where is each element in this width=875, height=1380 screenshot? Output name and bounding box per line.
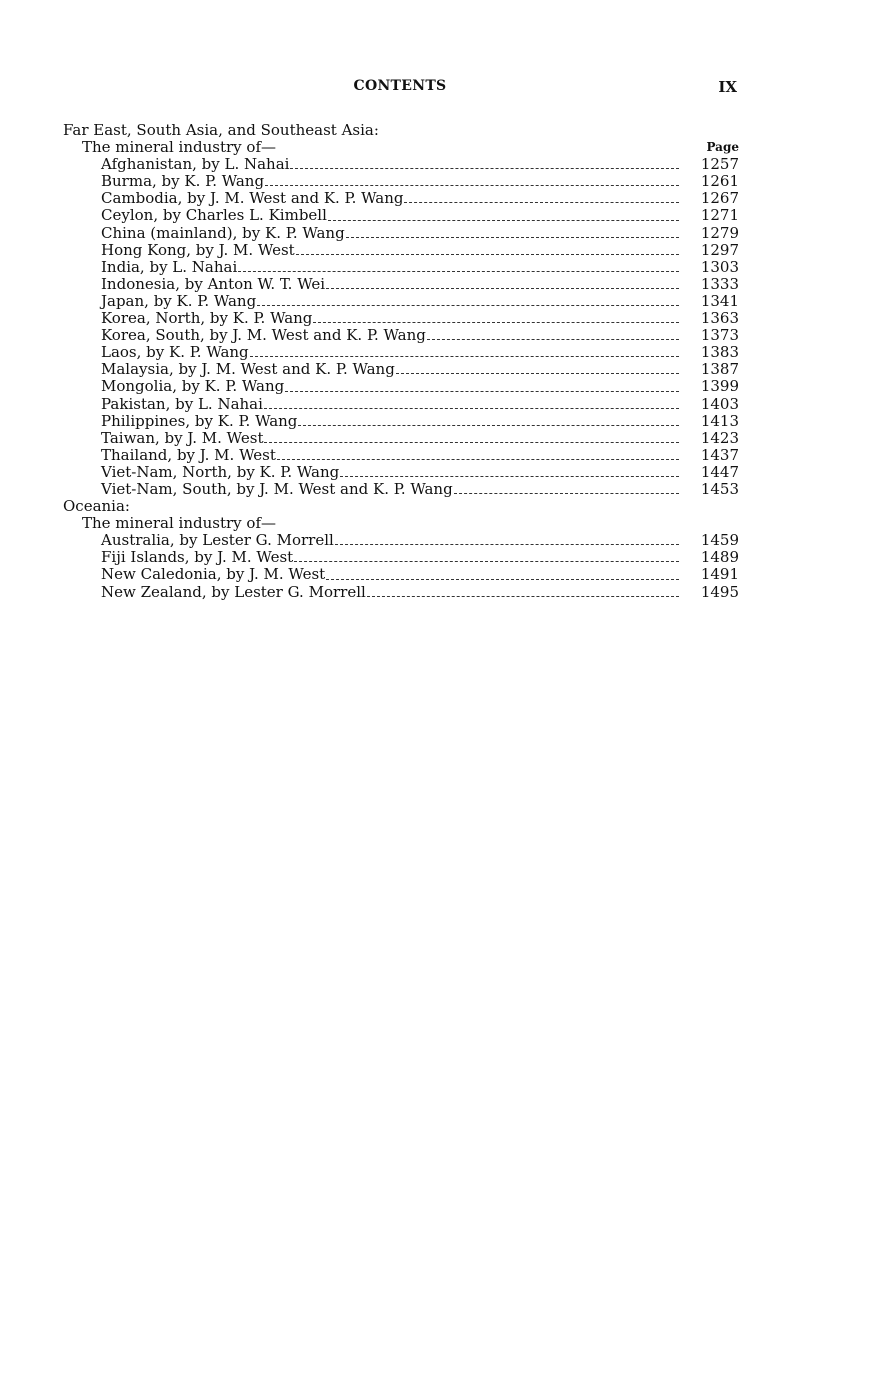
page-number: IX bbox=[718, 78, 737, 96]
toc-entry-title: Afghanistan, by L. Nahai bbox=[101, 155, 290, 174]
dot-leader bbox=[346, 227, 679, 238]
toc-entry-page: 1459 bbox=[700, 531, 739, 550]
toc-entry-title: Australia, by Lester G. Morrell bbox=[101, 531, 334, 550]
toc-entry-page: 1373 bbox=[700, 326, 739, 345]
toc-entry[interactable] bbox=[63, 327, 739, 344]
toc-entry-title: India, by L. Nahai bbox=[101, 257, 238, 276]
toc-entry-page: 1341 bbox=[700, 291, 739, 310]
dot-leader bbox=[257, 295, 679, 306]
toc-entry[interactable] bbox=[63, 225, 739, 242]
toc-entry-title: Ceylon, by Charles L. Kimbell bbox=[101, 206, 327, 225]
table-of-contents bbox=[63, 122, 739, 601]
toc-entry[interactable] bbox=[63, 242, 739, 259]
toc-entry-title: Philippines, by K. P. Wang bbox=[101, 411, 298, 430]
toc-entry-page: 1303 bbox=[700, 257, 739, 276]
toc-entry-page: 1423 bbox=[700, 428, 739, 447]
toc-entry[interactable] bbox=[63, 276, 739, 293]
dot-leader bbox=[285, 381, 679, 392]
toc-entry-title: Taiwan, by J. M. West bbox=[101, 428, 264, 447]
toc-entry-page: 1387 bbox=[700, 360, 739, 379]
toc-entry[interactable] bbox=[63, 344, 739, 361]
toc-entry-page: 1363 bbox=[700, 309, 739, 328]
toc-entry-title: Cambodia, by J. M. West and K. P. Wang bbox=[101, 189, 404, 208]
toc-entry-page: 1403 bbox=[700, 394, 739, 413]
toc-entry-page: 1489 bbox=[700, 548, 739, 567]
toc-entry-title: Viet-Nam, North, by K. P. Wang bbox=[101, 462, 340, 481]
toc-entry[interactable] bbox=[63, 310, 739, 327]
toc-entry-title: Hong Kong, by J. M. West bbox=[101, 240, 295, 259]
toc-entry-page: 1279 bbox=[700, 223, 739, 242]
toc-entry-title: Korea, South, by J. M. West and K. P. Wang bbox=[101, 326, 426, 345]
toc-entry[interactable] bbox=[63, 549, 739, 566]
toc-entry-title: Fiji Islands, by J. M. West bbox=[101, 548, 294, 567]
dot-leader bbox=[265, 175, 679, 186]
toc-entry[interactable] bbox=[63, 361, 739, 378]
dot-leader bbox=[264, 432, 679, 443]
toc-entry-page: 1297 bbox=[700, 240, 739, 259]
toc-entry[interactable] bbox=[63, 173, 739, 190]
toc-entry-title: Malaysia, by J. M. West and K. P. Wang bbox=[101, 360, 395, 379]
section-subheading-row bbox=[63, 139, 739, 156]
dot-leader bbox=[326, 569, 679, 580]
toc-entry-page: 1261 bbox=[700, 172, 739, 191]
dot-leader bbox=[296, 244, 679, 255]
dot-leader bbox=[326, 278, 679, 289]
toc-entry-page: 1333 bbox=[700, 274, 739, 293]
dot-leader bbox=[250, 346, 679, 357]
toc-entry[interactable] bbox=[63, 430, 739, 447]
toc-entry[interactable] bbox=[63, 566, 739, 583]
toc-entry[interactable] bbox=[63, 447, 739, 464]
toc-entry-title: Thailand, by J. M. West bbox=[101, 445, 276, 464]
toc-entry-title: New Zealand, by Lester G. Morrell bbox=[101, 582, 366, 601]
toc-entry[interactable] bbox=[63, 259, 739, 276]
dot-leader bbox=[328, 210, 679, 221]
toc-entry-title: Laos, by K. P. Wang bbox=[101, 343, 249, 362]
toc-entry[interactable] bbox=[63, 413, 739, 430]
dot-leader bbox=[264, 398, 679, 409]
section-heading: Far East, South Asia, and Southeast Asia: bbox=[63, 121, 379, 139]
toc-entry-title: Viet-Nam, South, by J. M. West and K. P. Wang bbox=[101, 479, 453, 498]
section-subheading: The mineral industry of— bbox=[82, 138, 276, 157]
toc-entry[interactable] bbox=[63, 190, 739, 207]
toc-entry-page: 1257 bbox=[700, 155, 739, 174]
dot-leader bbox=[277, 449, 679, 460]
toc-entry-page: 1495 bbox=[700, 582, 739, 601]
toc-entry[interactable] bbox=[63, 532, 739, 549]
dot-leader bbox=[290, 158, 679, 169]
toc-entry-page: 1383 bbox=[700, 343, 739, 362]
toc-entry-title: Mongolia, by K. P. Wang bbox=[101, 377, 285, 396]
dot-leader bbox=[238, 261, 679, 272]
toc-entry[interactable] bbox=[63, 156, 739, 173]
toc-entry-page: 1267 bbox=[700, 189, 739, 208]
section-subheading: The mineral industry of— bbox=[82, 514, 276, 533]
toc-entry[interactable] bbox=[63, 207, 739, 224]
running-head bbox=[0, 78, 875, 98]
dot-leader bbox=[340, 466, 679, 477]
toc-entry-page: 1491 bbox=[700, 565, 739, 584]
dot-leader bbox=[396, 363, 679, 374]
toc-entry-page: 1271 bbox=[700, 206, 739, 225]
toc-entry-title: New Caledonia, by J. M. West bbox=[101, 565, 326, 584]
dot-leader bbox=[454, 483, 679, 494]
running-title: CONTENTS bbox=[353, 78, 447, 94]
dot-leader bbox=[298, 415, 679, 426]
dot-leader bbox=[313, 312, 679, 323]
toc-entry-page: 1447 bbox=[700, 462, 739, 481]
dot-leader bbox=[404, 192, 679, 203]
dot-leader bbox=[294, 551, 679, 562]
toc-entry[interactable] bbox=[63, 481, 739, 498]
toc-entry-title: China (mainland), by K. P. Wang bbox=[101, 223, 345, 242]
dot-leader bbox=[367, 586, 679, 597]
toc-entry-page: 1437 bbox=[700, 445, 739, 464]
toc-entry[interactable] bbox=[63, 396, 739, 413]
toc-entry[interactable] bbox=[63, 293, 739, 310]
section-heading: Oceania: bbox=[63, 497, 130, 516]
toc-entry-page: 1399 bbox=[700, 377, 739, 396]
toc-entry-title: Indonesia, by Anton W. T. Wei bbox=[101, 274, 326, 293]
toc-entry-page: 1453 bbox=[700, 479, 739, 498]
dot-leader bbox=[335, 534, 679, 545]
dot-leader bbox=[427, 329, 679, 340]
toc-entry-page: 1413 bbox=[700, 411, 739, 430]
toc-entry-title: Japan, by K. P. Wang bbox=[101, 291, 257, 310]
page-column-label: Page bbox=[706, 140, 739, 155]
toc-entry[interactable] bbox=[63, 464, 739, 481]
toc-entry[interactable] bbox=[63, 378, 739, 395]
toc-entry-title: Pakistan, by L. Nahai bbox=[101, 394, 263, 413]
toc-entry[interactable] bbox=[63, 584, 739, 601]
toc-entry-title: Burma, by K. P. Wang bbox=[101, 172, 265, 191]
toc-entry-title: Korea, North, by K. P. Wang bbox=[101, 309, 313, 328]
